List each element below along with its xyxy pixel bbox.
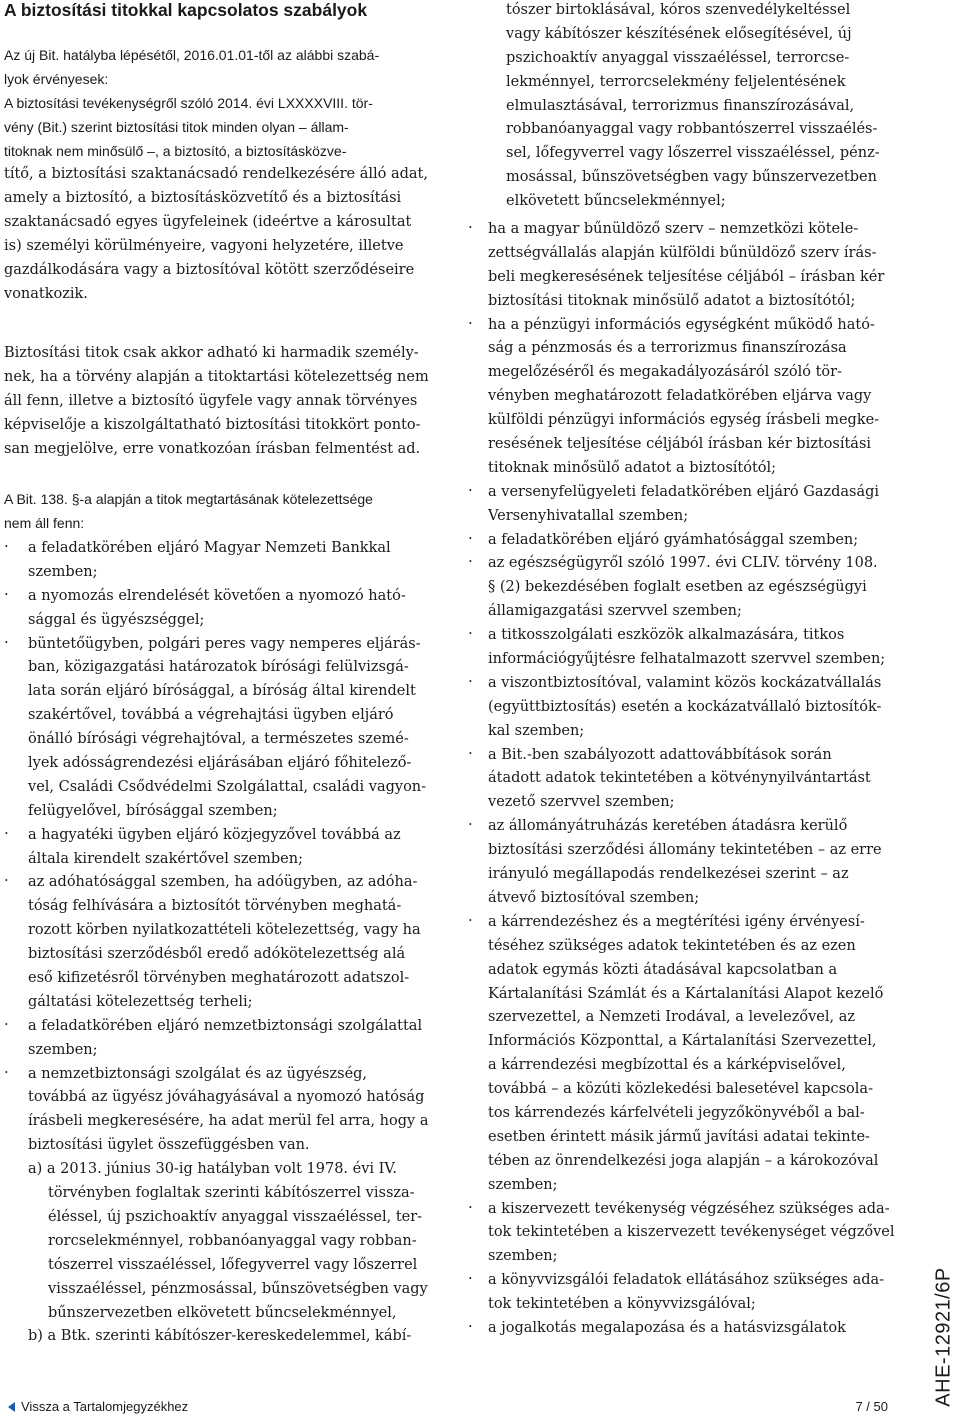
paragraph-line: nem áll fenn: bbox=[4, 514, 85, 531]
paragraph-3 bbox=[4, 488, 466, 536]
list-item-line: a könyvvizsgálói feladatok ellátásához szükséges ada- bbox=[488, 1272, 885, 1289]
intro-line: A biztosítási tevékenységről szóló 2014. évi LXXXXVIII. tör- bbox=[4, 94, 373, 111]
list-item-line: továbbá az ügyész jóváhagyásával a nyomozó hatóság bbox=[28, 1089, 425, 1106]
list-item bbox=[470, 672, 895, 744]
list-item-line: a hagyatéki ügyben eljáró közjegyzővel továbbá az bbox=[28, 826, 401, 843]
list-item-line: a kiszervezett tevékenység végzéséhez szükséges ada- bbox=[488, 1200, 890, 1217]
list-item-line: (együttbiztosítás) esetén a kockázatvállaló biztosítók- bbox=[488, 698, 882, 715]
intro-line: vény (Bit.) szerint biztosítási titok minden olyan – állam- bbox=[4, 118, 349, 135]
list-item-line: a titkosszolgálati eszközök alkalmazására, titkos bbox=[488, 627, 845, 644]
list-item-line: ha a pénzügyi információs egységként működő ható- bbox=[488, 316, 875, 333]
list-item-line: büntetőügyben, polgári peres vagy nemperes eljárás- bbox=[28, 635, 421, 652]
list-item bbox=[470, 744, 895, 816]
bullet-dot-icon: · bbox=[468, 480, 473, 499]
list-item-line: az egészségügyről szóló 1997. évi CLIV. törvény 108. bbox=[488, 555, 878, 572]
list-item bbox=[470, 815, 895, 911]
sub-item-line: éléssel, új pszichoaktív anyaggal visszaéléssel, ter- bbox=[48, 1208, 423, 1225]
list-item bbox=[4, 1015, 466, 1063]
intro-line: titoknak nem minősülő –, a biztosító, a biztosításközve- bbox=[4, 142, 347, 159]
list-item-line: tos kárrendezés kárfelvételi jegyzőkönyvéből a bal- bbox=[488, 1104, 865, 1121]
page-title: A biztosítási titokkal kapcsolatos szabályok bbox=[4, 0, 368, 20]
bullet-dot-icon: · bbox=[4, 537, 9, 555]
list-item-line: ság a pénzmosás és a terrorizmus finanszírozása bbox=[488, 340, 847, 357]
list-item-line: megelőzéséről és megakadályozásáról szóló tör- bbox=[488, 364, 842, 381]
list-item-line: titoknak minősülő adatot a biztosítótól; bbox=[488, 459, 777, 476]
bullet-dot-icon: · bbox=[468, 743, 473, 762]
list-item-line: lata során eljáró bírósággal, a bíróság által kirendelt bbox=[28, 683, 416, 700]
bullet-dot-icon: · bbox=[468, 671, 473, 690]
sub-item-line: törvényben foglaltak szerinti kábítószerrel vissza- bbox=[48, 1185, 415, 1202]
document-code-text: AHE-12921/6P bbox=[932, 1267, 955, 1407]
intro-line: lyok érvényesek: bbox=[4, 70, 109, 87]
list-item bbox=[470, 552, 895, 624]
list-item-line: a Bit.-ben szabályozott adattovábbítások során bbox=[488, 746, 832, 763]
list-item-line: szakértővel, továbbá a végrehajtási ügyben eljáró bbox=[28, 707, 394, 724]
intro-paragraph bbox=[4, 44, 466, 307]
list-item-line: vényben meghatározott feladatkörében eljárva vagy bbox=[488, 388, 872, 405]
list-item-line: ha a magyar bűnüldöző szerv – nemzetközi kötele- bbox=[488, 221, 859, 237]
list-item bbox=[470, 1198, 895, 1270]
paragraph-line: san megjelölve, erre vonatkozóan írásban felmentést ad. bbox=[4, 440, 421, 457]
list-item-line: biztosítási titoknak minősülő adatot a biztosítótól; bbox=[488, 292, 856, 309]
sub-item-line: b) a Btk. szerinti kábítószer-kereskedelemmel, kábí- bbox=[28, 1328, 412, 1345]
list-item bbox=[4, 824, 466, 872]
list-item-line: a kárrendezési megbízottal és a kárképviselővel, bbox=[488, 1057, 846, 1074]
sub-list-item bbox=[4, 1158, 466, 1325]
list-item-line: biztosítási szerződési állomány tekintetében – az erre bbox=[488, 842, 882, 859]
bullet-dot-icon: · bbox=[4, 1062, 9, 1081]
list-item-line: biztosítási szerződésből eredő adókötelezettség alá bbox=[28, 946, 406, 963]
bullet-dot-icon: · bbox=[468, 528, 473, 547]
list-item-line: vel, Családi Csődvédelmi Szolgálattal, családi vagyon- bbox=[28, 778, 427, 795]
paragraph-line: képviselője a kiszolgáltatható biztosítási titokkört ponto- bbox=[4, 416, 421, 433]
list-item-line: lyek adósságrendezési eljárásában eljáró főhitelező- bbox=[28, 755, 412, 772]
list-item bbox=[470, 624, 895, 672]
list-item-line: átadott adatok tekintetében a kötvénynyilvántartást bbox=[488, 770, 871, 787]
list-item-line: a nemzetbiztonsági szolgálat és az ügyészség, bbox=[28, 1065, 368, 1082]
list-item-line: irányuló megállapodás rendelkezései szerint – az bbox=[488, 866, 849, 883]
list-item-line: az adóhatósággal szemben, ha adóügyben, az adóha- bbox=[28, 874, 418, 891]
intro-line: Az új Bit. hatályba lépésétől, 2016.01.01-től az alábbi szabá- bbox=[4, 47, 380, 63]
bullet-dot-icon: · bbox=[4, 823, 9, 842]
list-item-line: sággal és ügyészséggel; bbox=[28, 611, 205, 628]
paragraph-line: Biztosítási titok csak akkor adható ki harmadik személy- bbox=[4, 345, 419, 361]
list-item bbox=[470, 1269, 895, 1317]
continuation-line: sel, lőfegyverrel vagy lőszerrel visszaéléssel, pénz- bbox=[506, 145, 880, 162]
list-item-line: a jogalkotás megalapozása és a hatásvizsgálatok bbox=[488, 1319, 846, 1336]
list-item-line: a viszontbiztosítóval, valamint közös kockázatvállalás bbox=[488, 674, 882, 691]
list-item bbox=[470, 529, 895, 553]
list-item bbox=[470, 1317, 895, 1341]
intro-line: gazdálkodására vagy a biztosítóval kötött szerződéseire bbox=[4, 262, 415, 279]
list-item-line: tok tekintetében a kiszervezett tevékenységet végzővel bbox=[488, 1224, 895, 1241]
back-to-toc-link[interactable] bbox=[8, 1399, 188, 1414]
list-item-line: § (2) bekezdésében foglalt esetben az egészségügyi bbox=[488, 579, 867, 596]
list-item bbox=[470, 218, 895, 314]
list-item bbox=[4, 537, 466, 585]
sub-item-line: visszaéléssel, pénzmosással, bűnszövetségben vagy bbox=[48, 1280, 428, 1297]
list-item-line: adatok egymás közti átadásával kapcsolatban a bbox=[488, 961, 838, 978]
right-continuation bbox=[470, 0, 895, 214]
list-item-line: külföldi pénzügyi információs egység írásbeli megke- bbox=[488, 412, 880, 429]
list-item-line: Kártalanítási Számlát és a Kártalanítási Alapot kezelő bbox=[488, 985, 884, 1002]
continuation-line: robbanóanyaggal vagy robbantószerrel visszaélés- bbox=[506, 121, 878, 138]
list-item bbox=[470, 481, 895, 529]
right-bullet-list bbox=[470, 218, 895, 1341]
footer bbox=[0, 1399, 960, 1419]
list-item-line: eső kifizetésről törvényben meghatározott adatszol- bbox=[28, 970, 410, 987]
list-item bbox=[4, 585, 466, 633]
paragraph-2 bbox=[4, 342, 466, 461]
list-item-line: Versenyhivatallal szemben; bbox=[488, 507, 689, 524]
intro-line: vonatkozik. bbox=[4, 285, 88, 302]
intro-line: amely a biztosító, a biztosításközvetítő és a biztosítási bbox=[4, 190, 402, 207]
back-to-toc-label: Vissza a Tartalomjegyzékhez bbox=[21, 1399, 189, 1414]
bullet-dot-icon: · bbox=[468, 313, 473, 332]
list-item-line: zettségvállalás alapján külföldi bűnüldöző szerv írás- bbox=[488, 244, 877, 261]
list-item-line: tóság felhívására a biztosítót törvényben meghatá- bbox=[28, 898, 402, 915]
list-item-line: a nyomozás elrendelését követően a nyomozó ható- bbox=[28, 587, 406, 604]
triangle-left-icon bbox=[8, 1402, 15, 1412]
paragraph-line: A Bit. 138. §-a alapján a titok megtartásának kötelezettsége bbox=[4, 491, 373, 507]
continuation-line: tószer birtoklásával, kóros szenvedélykeltéssel bbox=[506, 2, 851, 18]
list-item bbox=[4, 633, 466, 824]
list-item-line: önálló bírósági végrehajtóval, a természetes szemé- bbox=[28, 731, 409, 748]
bullet-dot-icon: · bbox=[468, 910, 473, 929]
list-item-line: szemben; bbox=[488, 1248, 558, 1265]
bullet-dot-icon: · bbox=[4, 871, 9, 890]
list-item-line: az állományátruházás keretében átadásra kerülő bbox=[488, 818, 848, 835]
sub-item-line: tószerrel visszaéléssel, lőfegyverrel vagy lőszerrel bbox=[48, 1256, 418, 1273]
bullet-dot-icon: · bbox=[468, 624, 473, 643]
page-number: 7 / 50 bbox=[855, 1399, 888, 1414]
list-item-line: ban, közigazgatási határozatok bírósági felülvizsgá- bbox=[28, 659, 409, 676]
list-item-line: szemben; bbox=[28, 563, 98, 580]
bullet-dot-icon: · bbox=[468, 218, 473, 236]
intro-line: szaktanácsadó egyes ügyfeleinek (ideértve a károsultat bbox=[4, 214, 412, 231]
list-item-line: felügyelővel, bírósággal szemben; bbox=[28, 802, 278, 819]
bullet-dot-icon: · bbox=[468, 1316, 473, 1335]
list-item bbox=[470, 911, 895, 1198]
document-code bbox=[930, 1262, 958, 1412]
bullet-dot-icon: · bbox=[4, 1014, 9, 1033]
bullet-dot-icon: · bbox=[4, 632, 9, 651]
list-item-line: átvevő biztosítóval szemben; bbox=[488, 889, 700, 906]
bullet-dot-icon: · bbox=[4, 584, 9, 603]
list-item-line: írásbeli megkeresésére, ha adat merül fel arra, hogy a bbox=[28, 1113, 429, 1130]
sub-item-line: bűnszervezetben elkövetett bűncselekménnyel, bbox=[48, 1304, 397, 1321]
continuation-line: vagy kábítószer készítésének elősegítésével, új bbox=[506, 25, 852, 42]
list-item-line: államigazgatási szervvel szemben; bbox=[488, 603, 742, 620]
sub-list-item bbox=[4, 1325, 466, 1349]
continuation-line: mosással, bűnszövetségben vagy bűnszervezetben bbox=[506, 169, 877, 186]
list-item-line: gáltatási kötelezettség terheli; bbox=[28, 993, 253, 1010]
continuation-line: elkövetett bűncselekménnyel; bbox=[506, 193, 726, 210]
intro-line: títő, a biztosítási szaktanácsadó rendelkezésére álló adat, bbox=[4, 166, 428, 183]
paragraph-line: nek, ha a törvény alapján a titoktartási kötelezettség nem bbox=[4, 368, 429, 385]
list-item-line: tében az önrendelkezési joga alapján – a károkozóval bbox=[488, 1152, 879, 1169]
list-item bbox=[4, 871, 466, 1014]
list-item-line: szervezettel, a Nemzeti Irodával, a levelezővel, az bbox=[488, 1009, 855, 1026]
list-item-line: tok tekintetében a könyvvizsgálóval; bbox=[488, 1296, 756, 1313]
bullet-dot-icon: · bbox=[468, 552, 473, 571]
bullet-dot-icon: · bbox=[468, 1197, 473, 1216]
paragraph-line: áll fenn, illetve a biztosító ügyfele vagy annak törvényes bbox=[4, 392, 418, 409]
continuation-line: lekménnyel, terrorcselekmény feljelentésének bbox=[506, 73, 846, 90]
sub-item-line: a) a 2013. június 30-ig hatályban volt 1978. évi IV. bbox=[28, 1161, 397, 1178]
left-bullet-list bbox=[4, 537, 466, 1349]
bullet-dot-icon: · bbox=[468, 815, 473, 834]
list-item bbox=[470, 314, 895, 481]
list-item-line: resésének teljesítése céljából írásban kér biztosítási bbox=[488, 436, 872, 453]
list-item-line: beli megkeresésének teljesítése céljából – írásban kér bbox=[488, 268, 885, 285]
list-item-line: Információs Központtal, a Kártalanítási Szervezettel, bbox=[488, 1033, 877, 1050]
list-item-line: információgyűjtésre felhatalmazott szervvel szemben; bbox=[488, 651, 886, 668]
list-item-line: biztosítási ügylet összefüggésben van. bbox=[28, 1137, 310, 1154]
list-item-line: esetben érintett másik jármű javítási adatai tekinte- bbox=[488, 1128, 870, 1145]
continuation-line: elmulasztásával, terrorizmus finanszírozásával, bbox=[506, 97, 855, 114]
list-item-line: általa kirendelt szakértővel szemben; bbox=[28, 850, 303, 867]
list-item-line: rozott körben nyilatkozattételi kötelezettség, vagy ha bbox=[28, 922, 421, 939]
list-item-line: szemben; bbox=[28, 1041, 98, 1058]
list-item-line: a kárrendezéshez és a megtérítési igény érvényesí- bbox=[488, 913, 865, 930]
list-item bbox=[4, 1063, 466, 1159]
list-item-line: továbbá – a közúti közlekedési balesetével kapcsola- bbox=[488, 1081, 873, 1098]
list-item-line: kal szemben; bbox=[488, 722, 585, 739]
bullet-dot-icon: · bbox=[468, 1269, 473, 1288]
list-item-line: a feladatkörében eljáró Magyar Nemzeti Bankkal bbox=[28, 540, 391, 556]
list-item-line: a feladatkörében eljáró gyámhatósággal szemben; bbox=[488, 531, 859, 548]
section-title bbox=[4, 0, 466, 21]
list-item-line: szemben; bbox=[488, 1176, 558, 1193]
list-item-line: vezető szervvel szemben; bbox=[488, 794, 675, 811]
list-item-line: téséhez szükséges adatok tekintetében és az ezen bbox=[488, 937, 856, 954]
list-item-line: a versenyfelügyeleti feladatkörében eljáró Gazdasági bbox=[488, 483, 880, 500]
intro-line: is) személyi körülményeire, vagyoni helyzetére, illetve bbox=[4, 238, 404, 255]
sub-item-line: rorcselekménnyel, robbanóanyaggal vagy robban- bbox=[48, 1232, 417, 1249]
continuation-line: pszichoaktív anyaggal visszaéléssel, terrorcse- bbox=[506, 49, 850, 66]
list-item-line: a feladatkörében eljáró nemzetbiztonsági szolgálattal bbox=[28, 1017, 423, 1034]
